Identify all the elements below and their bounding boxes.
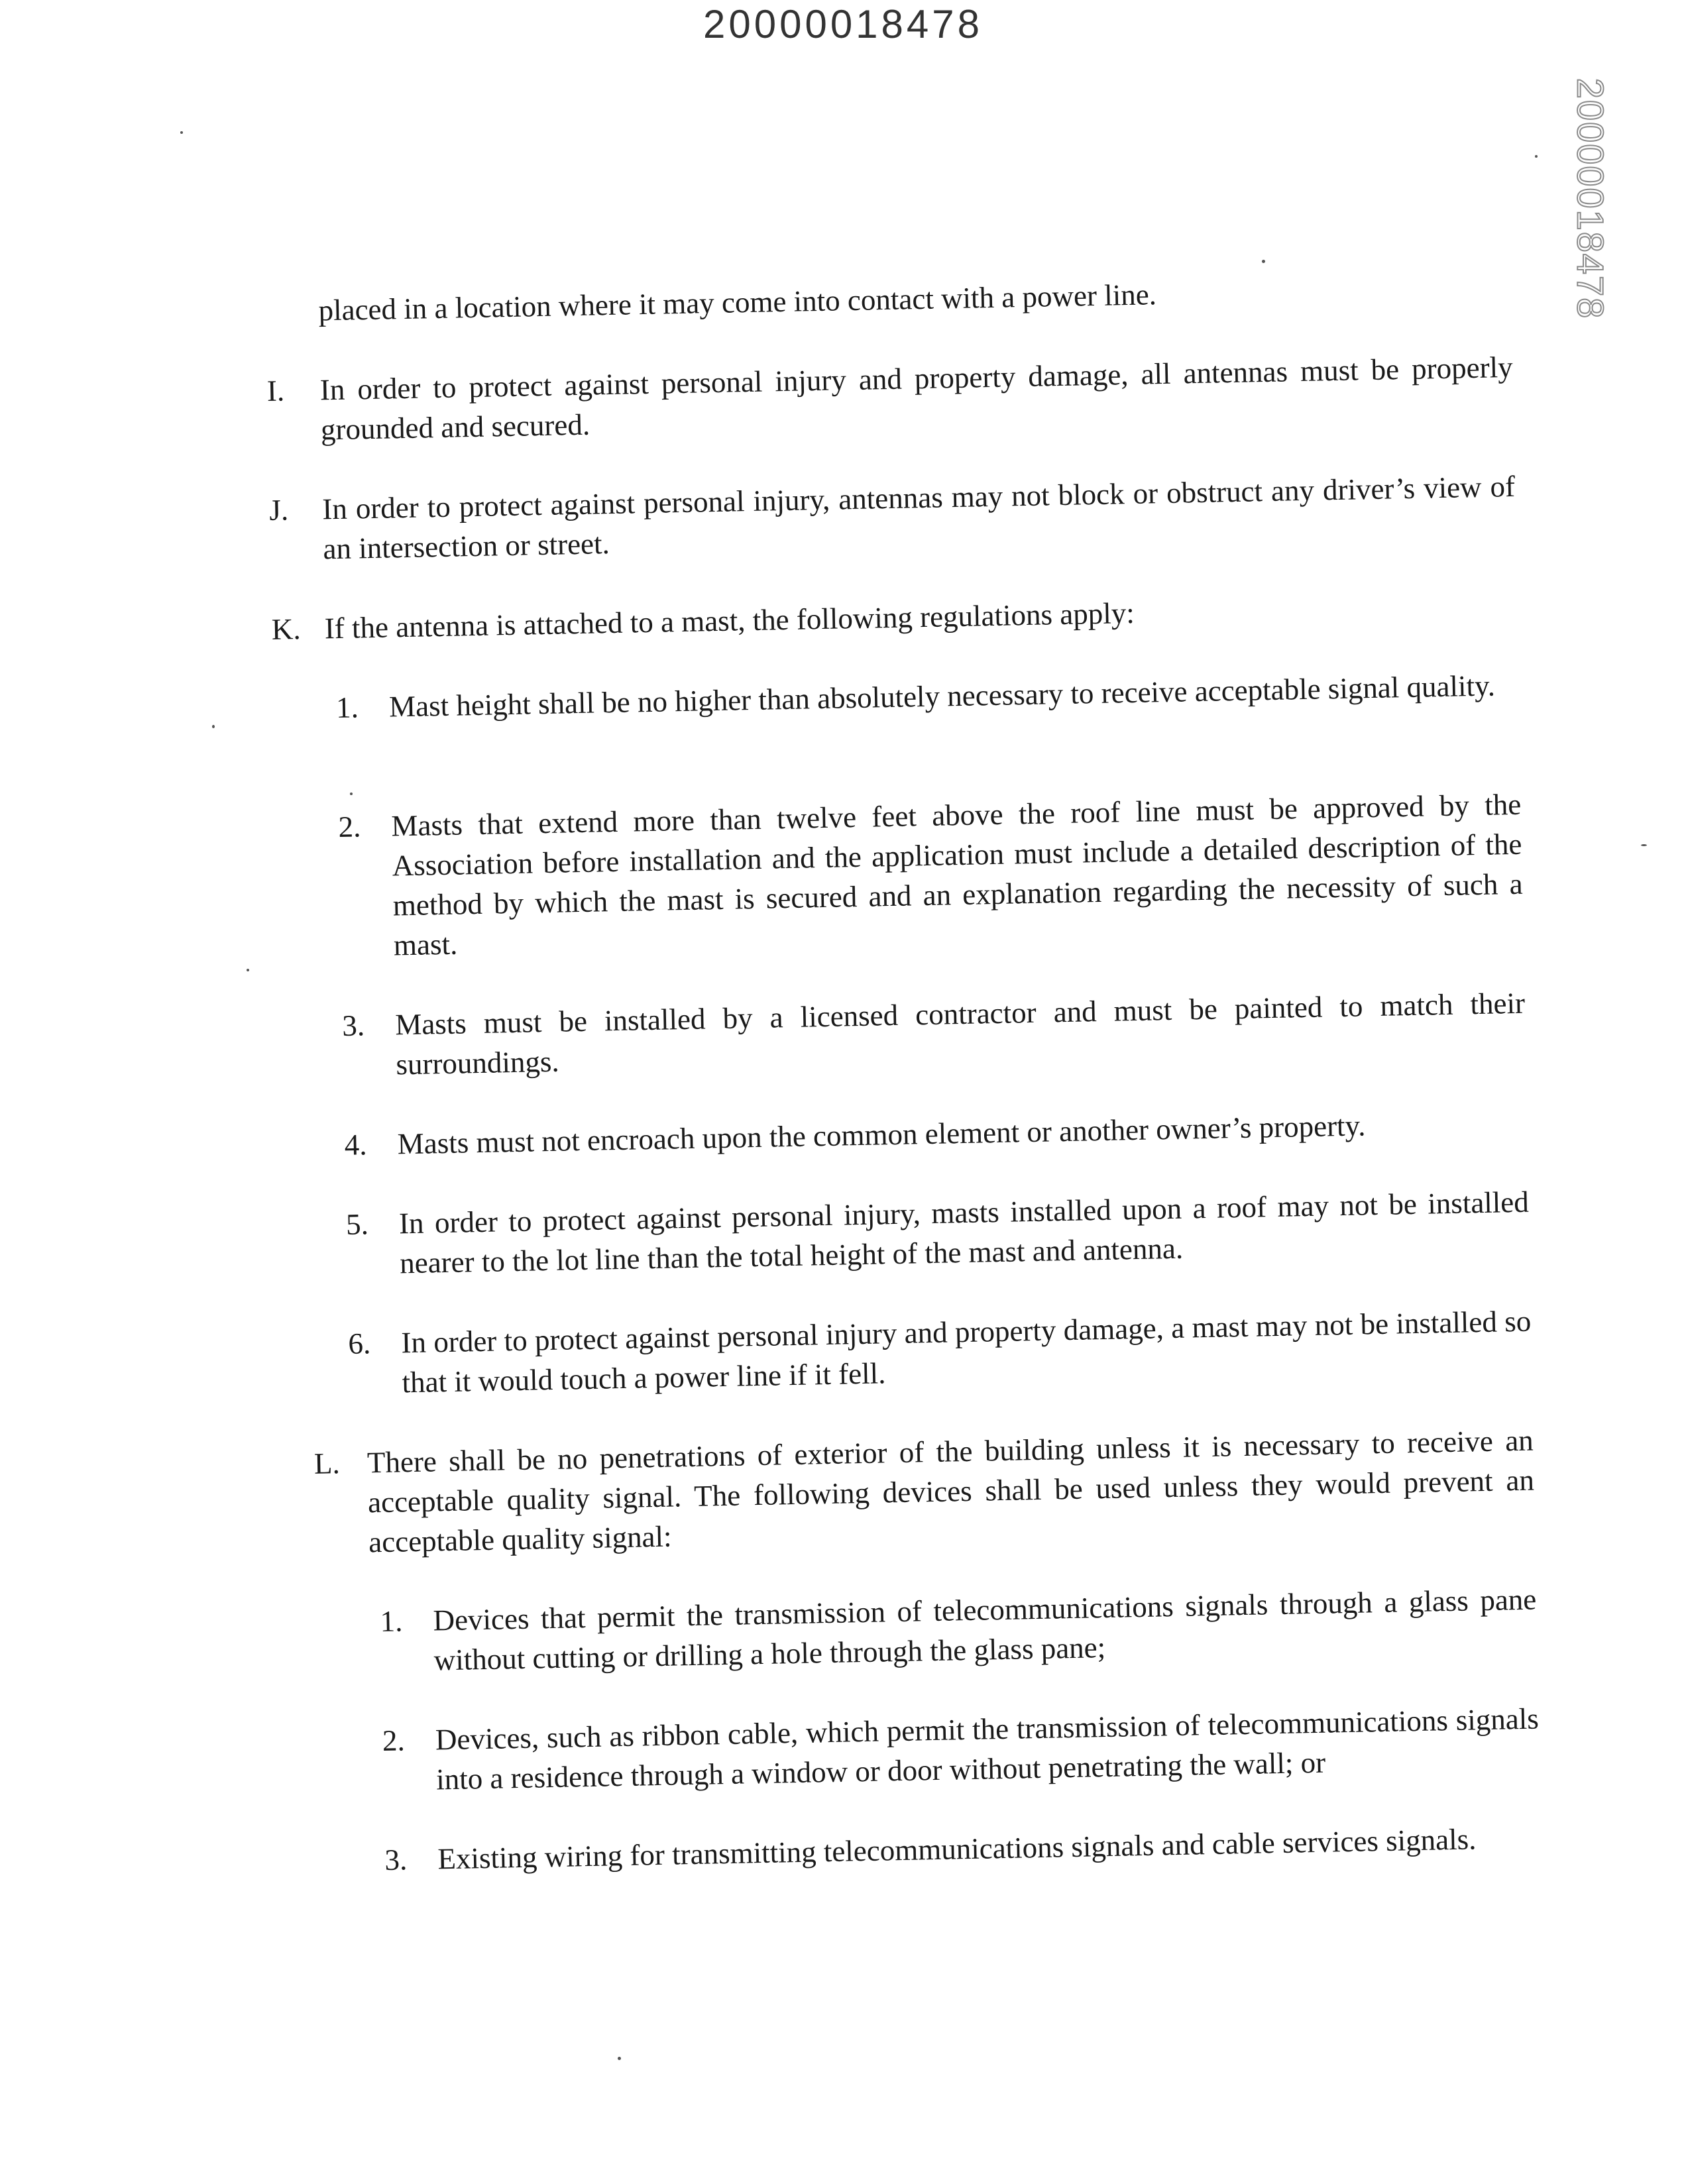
page-content: [265, 268, 1540, 1877]
item-text: In order to protect against personal injury and property damage, a mast may not be installed so that it would touch a power line if it fell.: [401, 1304, 1532, 1399]
section-text: If the antenna is attached to a mast, the following regulations apply:: [324, 596, 1135, 645]
item-text: Existing wiring for transmitting telecommunications signals and cable services signals.: [437, 1822, 1477, 1876]
item-text: Devices, such as ribbon cable, which permit the transmission of telecommunications signals into a residence through a window or door without penetrating the wall; or: [435, 1702, 1540, 1796]
section-k-item-1: [336, 665, 1520, 728]
section-marker: L.: [313, 1447, 341, 1480]
scan-speck: [247, 969, 249, 971]
scan-speck: [212, 725, 215, 728]
section-text: There shall be no penetrations of exterior of the building unless it is necessary to receive an acceptable quality signal. The following devices shall be used unless they would prevent an acceptable quality signal:: [366, 1423, 1535, 1559]
item-marker: 2.: [338, 810, 361, 844]
item-marker: 3.: [384, 1843, 408, 1877]
item-marker: 6.: [348, 1327, 371, 1360]
section-l-item-2: [382, 1699, 1540, 1800]
scan-speck: [618, 2057, 621, 2060]
item-marker: 3.: [341, 1009, 365, 1042]
section-k: [271, 586, 1518, 649]
item-marker: 1.: [335, 690, 359, 725]
item-text: Mast height shall be no higher than absolutely necessary to receive acceptable signal quality.: [388, 669, 1496, 724]
side-stamp: [1551, 78, 1630, 320]
section-l-item-1: [380, 1580, 1538, 1681]
section-k-item-4: [344, 1103, 1528, 1165]
section-text: In order to protect against personal injury and property damage, all antennas must be properly grounded and secured.: [319, 350, 1514, 447]
section-k-item-2: [338, 785, 1524, 966]
continuation-text: placed in a location where it may come into contact with a power line.: [318, 278, 1157, 327]
section-marker: I.: [266, 374, 285, 408]
item-text: Masts must be installed by a licensed contractor and must be painted to match their surroundings.: [394, 986, 1526, 1081]
scan-speck: [1535, 155, 1538, 158]
section-k-item-6: [348, 1301, 1532, 1403]
item-text: Devices that permit the transmission of telecommunications signals through a glass pane without cutting or drilling a hole through the glass pane;: [433, 1582, 1537, 1677]
item-marker: 2.: [382, 1723, 406, 1758]
section-j: [269, 466, 1516, 570]
item-text: In order to protect against personal injury, masts installed upon a roof may not be installed nearer to the lot line than the total height of the mast and antenna.: [398, 1185, 1530, 1280]
section-k-item-5: [345, 1182, 1530, 1284]
item-text: Masts that extend more than twelve feet above the roof line must be approved by the Association before installation and the application must include a detailed description of the method by which the mast is secured and an explanation regarding the necessity of such a mast.: [391, 787, 1523, 962]
item-marker: 1.: [380, 1604, 403, 1639]
section-text: In order to protect against personal injury, antennas may not block or obstruct any driver’s view of an intersection or street.: [321, 469, 1516, 566]
section-l: [313, 1421, 1535, 1563]
scan-speck: [180, 131, 183, 134]
item-marker: 4.: [344, 1128, 367, 1162]
section-marker: K.: [271, 612, 302, 646]
item-text: Masts must not encroach upon the common element or another owner’s property.: [397, 1109, 1366, 1161]
side-stamp-number: 20000018478: [1569, 78, 1612, 320]
section-l-item-3: [384, 1818, 1542, 1879]
scan-speck: [1641, 844, 1647, 846]
section-marker: J.: [268, 493, 289, 527]
document-number: 20000018478: [702, 2, 984, 46]
scan-speck: [350, 792, 353, 795]
item-marker: 5.: [345, 1207, 369, 1241]
section-i: [266, 347, 1514, 451]
section-k-item-3: [342, 983, 1526, 1085]
scan-speck: [1262, 260, 1265, 263]
